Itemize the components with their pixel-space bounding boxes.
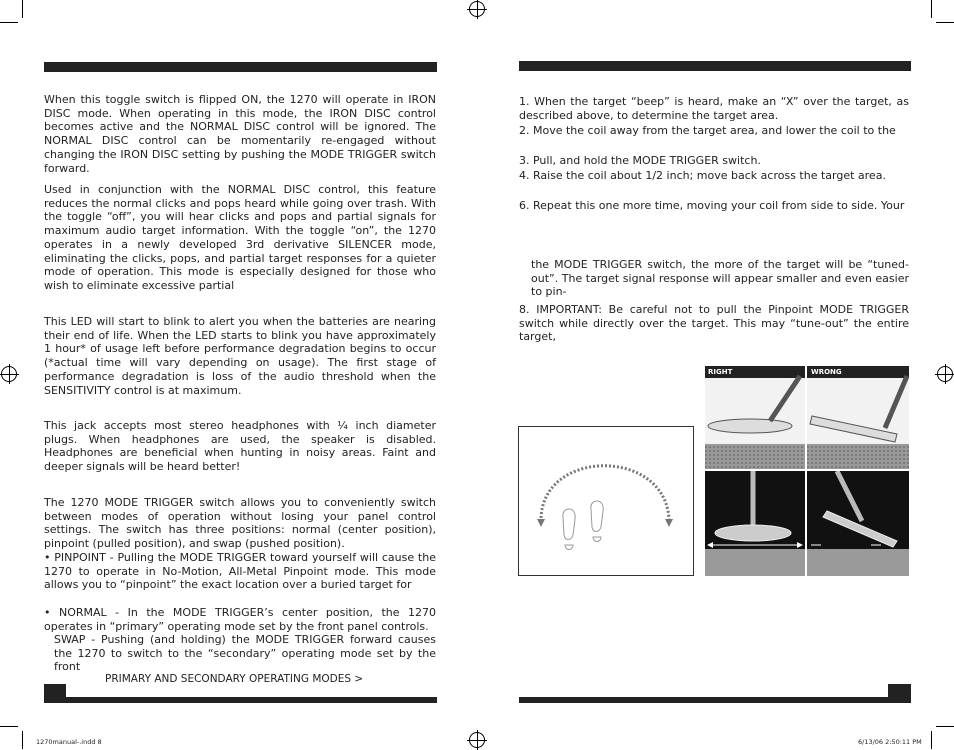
swap-text: SWAP - Pushing (and holding) the MODE TRIGGER forward causes the 1270 to switch to the “secondary” operating mode set by the front bbox=[54, 633, 436, 674]
headphone-paragraph: This jack accepts most stereo headphones with ¼ inch diameter plugs. When headphones are used, the speaker is disabled. Headphones are beneficial when hunting in noisy areas. Faint and deeper signals will be heard better! bbox=[44, 419, 436, 474]
footer-page-tab-right bbox=[888, 684, 911, 703]
photo-right-bottom bbox=[705, 471, 805, 576]
slug-file-name: 1270manual-.indd 8 bbox=[36, 738, 102, 746]
crop-mark bbox=[22, 731, 23, 749]
step-3: 3. Pull, and hold the MODE TRIGGER switch. bbox=[519, 154, 761, 167]
step-2: 2. Move the coil away from the target area, and lower the coil to the bbox=[519, 124, 896, 137]
photo-right-top bbox=[705, 366, 805, 469]
sweep-arc-icon bbox=[519, 427, 693, 575]
footer-bar-left bbox=[44, 697, 437, 703]
crop-mark bbox=[0, 726, 18, 727]
iron-disc-paragraph: When this toggle switch is flipped ON, the 1270 will operate in IRON DISC mode. When operating in this mode, the IRON DISC control becomes active and the NORMAL DISC control will be ignored. The NORMAL DISC control can be momentarily re-engaged without changing the IRON DISC setting by pushing the MODE TRIGGER switch forward. bbox=[44, 93, 436, 175]
step-6: 6. Repeat this one more time, moving your coil from side to side. Your bbox=[519, 199, 905, 212]
silencer-paragraph: Used in conjunction with the NORMAL DISC control, this feature reduces the normal clicks and pops heard while going over trash. With the toggle “off”, you will hear clicks and pops and partial signals for maximum audio target information. With the toggle “on”, the 1270 operates in a newly developed 3rd derivative SILENCER mode, eliminating the clicks, pops, and partial target responses for a quieter mode of operation. This mode is especially designed for those who wish to eliminate excessive partial bbox=[44, 183, 436, 292]
crop-mark bbox=[931, 731, 932, 749]
header-bar-left bbox=[44, 62, 437, 72]
battery-paragraph: This LED will start to blink to alert you when the batteries are nearing their end of life. When the LED starts to blink you have approximately 1 hour* of usage left before performance degradation begins to occur (*actual time will vary depending on usage). The first stage of performance degradation is loss of the audio threshold when the SENSITIVITY control is at maximum. bbox=[44, 315, 436, 397]
crop-mark bbox=[936, 22, 954, 23]
photo-wrong-bottom bbox=[807, 471, 909, 576]
slug-date: 6/13/06 2:50:11 PM bbox=[858, 738, 922, 746]
mode-trigger-paragraph: The 1270 MODE TRIGGER switch allows you to conveniently switch between modes of operation without losing your panel control settings. The switch has three positions: normal (center position), pinpoint (pulled position), and swap (pushed position). bbox=[44, 496, 436, 551]
footer-bar-right bbox=[519, 697, 911, 703]
step-1: 1. When the target “beep” is heard, make an “X” over the target, as described above, to determine the target area. bbox=[519, 95, 909, 122]
footer-page-tab-left bbox=[44, 684, 66, 703]
crop-mark bbox=[936, 726, 954, 727]
normal-bullet: • NORMAL - In the MODE TRIGGER’s center position, the 1270 operates in “primary” operating mode set by the front panel controls. bbox=[44, 606, 436, 633]
header-bar-right bbox=[519, 61, 911, 71]
label-wrong: WRONG bbox=[811, 368, 842, 376]
crop-mark bbox=[0, 22, 18, 23]
step-4: 4. Raise the coil about 1/2 inch; move back across the target area. bbox=[519, 169, 886, 182]
registration-mark-icon bbox=[469, 732, 485, 748]
registration-mark-icon bbox=[1, 366, 17, 382]
footer-link-text: PRIMARY AND SECONDARY OPERATING MODES > bbox=[105, 673, 364, 685]
registration-mark-icon bbox=[937, 366, 953, 382]
pinpoint-bullet: • PINPOINT - Pulling the MODE TRIGGER toward yourself will cause the 1270 to operate in No-Motion, All-Metal Pinpoint mode. This mode allows you to “pinpoint” the exact location over a buried target for bbox=[44, 551, 436, 592]
photo-wrong-top bbox=[807, 366, 909, 469]
step-7-continued: the MODE TRIGGER switch, the more of the target will be “tuned-out”. The target signal response will appear smaller and even easier to pin- bbox=[531, 258, 909, 299]
step-8: 8. IMPORTANT: Be careful not to pull the Pinpoint MODE TRIGGER switch while directly over the target. This may “tune-out” the entire target, bbox=[519, 303, 909, 344]
crop-mark bbox=[931, 0, 932, 18]
crop-mark bbox=[22, 0, 23, 18]
registration-mark-icon bbox=[469, 1, 485, 17]
label-right: RIGHT bbox=[708, 368, 733, 376]
sweep-pattern-figure bbox=[518, 426, 694, 576]
